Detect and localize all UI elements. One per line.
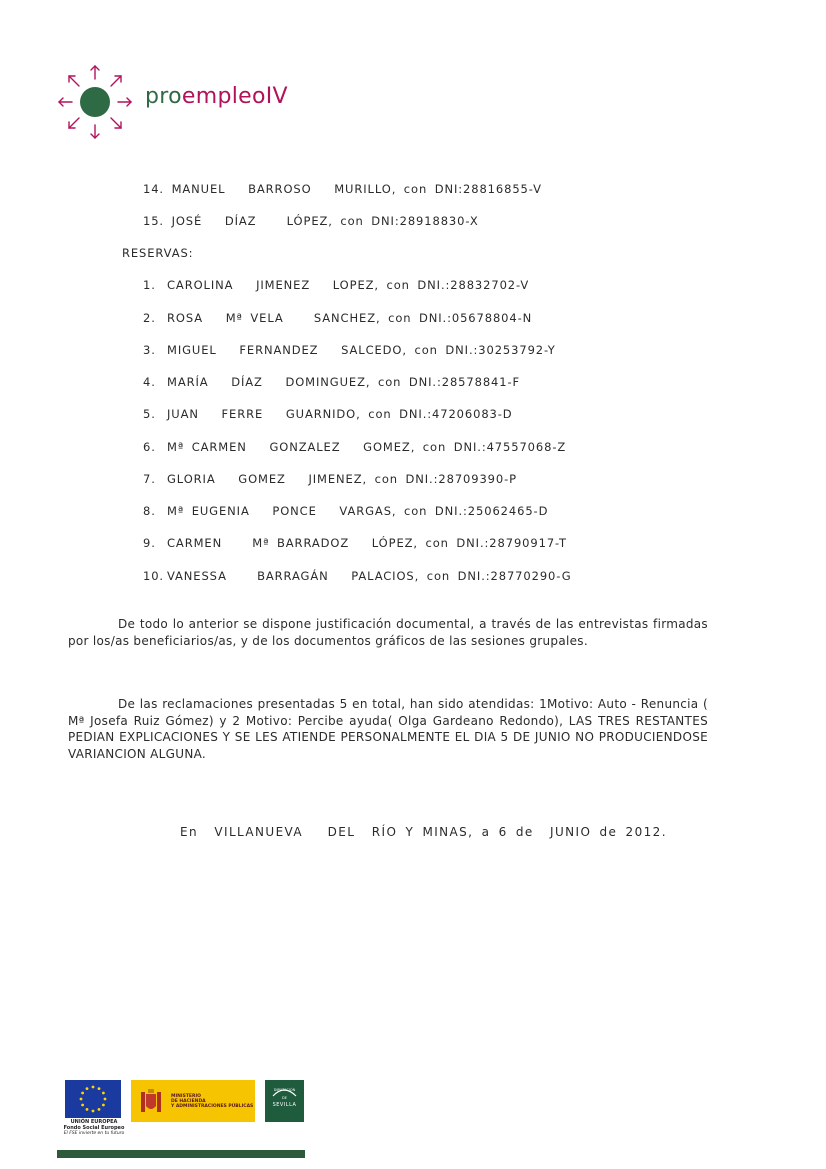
diputacion-label: DE [282, 1096, 287, 1100]
closing-place-date: En VILLANUEVA DEL RÍO Y MINAS, a 6 de JUNIO de 2012. [180, 825, 667, 839]
brand-part-pro: pro [145, 84, 182, 109]
list-text: CARMEN Mª BARRADOZ LÓPEZ, con DNI.:28790917-T [167, 536, 567, 550]
list-text: MARÍA DÍAZ DOMINGUEZ, con DNI.:28578841-F [167, 375, 521, 389]
list-text: JUAN FERRE GUARNIDO, con DNI.:47206083-D [167, 407, 513, 421]
footer-green-bar [57, 1150, 305, 1158]
list-number: 10. [143, 569, 164, 583]
reservas-heading: RESERVAS: [122, 246, 194, 260]
fse-label: Fondo Social Europeo [63, 1125, 125, 1131]
diputacion-label: DIPUTACIÓN [273, 1088, 296, 1092]
list-text: Mª CARMEN GONZALEZ GOMEZ, con DNI.:47557068-Z [167, 440, 567, 454]
list-number: 8. [143, 504, 156, 518]
reserva-item [143, 278, 529, 292]
ministry-logo [131, 1080, 255, 1122]
list-text: ROSA Mª VELA SANCHEZ, con DNI.:05678804-N [167, 311, 533, 325]
reserva-item [143, 504, 548, 518]
eu-caption [60, 1119, 128, 1137]
list-number: 7. [143, 472, 156, 486]
reserva-item [143, 440, 566, 454]
spain-coat-of-arms-icon [137, 1086, 165, 1116]
list-number: 14. [143, 182, 164, 196]
proempleo-logo-icon [55, 62, 135, 142]
brand-name [145, 84, 288, 109]
list-text: VANESSA BARRAGÁN PALACIOS, con DNI.:28770290-G [167, 569, 572, 583]
reserva-item [143, 407, 513, 421]
reserva-item [143, 311, 532, 325]
reserva-item [143, 472, 517, 486]
fse-tagline: El FSE invierte en tu futuro [63, 1131, 125, 1136]
eu-label: UNIÓN EUROPEA [70, 1119, 118, 1125]
list-number: 6. [143, 440, 156, 454]
list-text: CAROLINA JIMENEZ LOPEZ, con DNI.:28832702-V [167, 278, 530, 292]
list-number: 9. [143, 536, 156, 550]
eu-flag-icon [65, 1080, 121, 1118]
ministry-line: MINISTERIO [171, 1094, 201, 1099]
list-item [143, 182, 542, 196]
ministry-line: Y ADMINISTRACIONES PÚBLICAS [171, 1104, 254, 1109]
list-text: GLORIA GOMEZ JIMENEZ, con DNI.:28709390-P [167, 472, 518, 486]
list-item [143, 214, 479, 228]
paragraph-justificacion [68, 616, 708, 649]
paragraph-reclamaciones [68, 696, 708, 762]
reserva-item [143, 569, 572, 583]
list-text: MANUEL BARROSO MURILLO, con DNI:28816855-V [171, 182, 542, 196]
ministry-line: DE HACIENDA [171, 1099, 206, 1104]
list-number: 1. [143, 278, 156, 292]
diputacion-sevilla-text: SEVILLA [272, 1102, 297, 1108]
paragraph-text: De las reclamaciones presentadas 5 en total, han sido atendidas: 1Motivo: Auto - Renuncia ( Mª Josefa Ruiz Gómez) y 2 Motivo: Percibe ayuda( Olga Gardeano Redondo), LAS TRES RESTANTES PEDIAN EXPLICACIONES Y SE LES ATIENDE PERSONALMENTE EL DIA 5 DE JUNIO NO PRODUCIENDOSE VARIANCION ALGUNA. [68, 697, 708, 761]
list-text: JOSÉ DÍAZ LÓPEZ, con DNI:28918830-X [171, 214, 479, 228]
diputacion-sevilla-logo [265, 1080, 304, 1122]
ministry-text [171, 1094, 253, 1109]
list-number: 4. [143, 375, 156, 389]
list-text: MIGUEL FERNANDEZ SALCEDO, con DNI.:30253792-Y [167, 343, 556, 357]
reserva-item [143, 375, 520, 389]
brand-part-empleo: empleoIV [181, 84, 288, 109]
list-number: 2. [143, 311, 156, 325]
reserva-item [143, 536, 567, 550]
list-number: 5. [143, 407, 156, 421]
list-text: Mª EUGENIA PONCE VARGAS, con DNI.:25062465-D [167, 504, 549, 518]
list-number: 15. [143, 214, 164, 228]
list-number: 3. [143, 343, 156, 357]
reserva-item [143, 343, 556, 357]
paragraph-text: De todo lo anterior se dispone justificación documental, a través de las entrevistas firmadas por los/as beneficiarios/as, y de los documentos gráficos de las sesiones grupales. [68, 617, 708, 648]
